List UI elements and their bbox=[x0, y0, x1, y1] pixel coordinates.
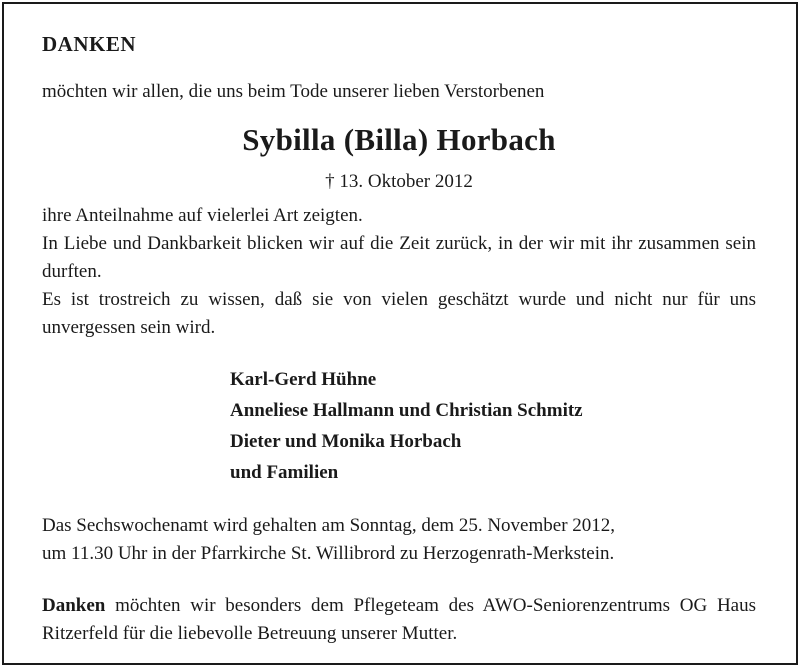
deceased-name: Sybilla (Billa) Horbach bbox=[242, 122, 556, 157]
death-date: † 13. Oktober 2012 bbox=[325, 171, 473, 192]
signer: und Familien bbox=[230, 462, 339, 483]
body-line-3: Es ist trostreich zu wissen, daß sie von vielen geschätzt wurde und nicht nur für uns unvergessen sein wird. bbox=[42, 289, 756, 338]
signer: Karl-Gerd Hühne bbox=[230, 369, 377, 390]
closing-rest: möchten wir besonders dem Pflegeteam des AWO-Seniorenzentrums OG Haus Ritzerfeld für die liebevolle Betreuung unserer Mutter. bbox=[42, 595, 756, 644]
intro-text: möchten wir allen, die uns beim Tode unserer lieben Verstorbenen bbox=[42, 81, 545, 102]
closing-text bbox=[42, 592, 756, 648]
closing-bold-word: Danken bbox=[42, 595, 106, 616]
signer: Anneliese Hallmann und Christian Schmitz bbox=[230, 400, 583, 421]
signer: Dieter und Monika Horbach bbox=[230, 431, 462, 452]
body-line-1: ihre Anteilnahme auf vielerlei Art zeigten. bbox=[42, 205, 363, 226]
body-line-2: In Liebe und Dankbarkeit blicken wir auf die Zeit zurück, in der wir mit ihr zusammen sein durften. bbox=[42, 233, 756, 282]
obituary-notice bbox=[42, 30, 756, 648]
service-line-1: Das Sechswochenamt wird gehalten am Sonntag, dem 25. November 2012, bbox=[42, 515, 616, 536]
heading: DANKEN bbox=[42, 32, 137, 56]
service-line-2: um 11.30 Uhr in der Pfarrkirche St. Willibrord zu Herzogenrath-Merkstein. bbox=[42, 543, 615, 564]
signers-list bbox=[230, 364, 756, 488]
